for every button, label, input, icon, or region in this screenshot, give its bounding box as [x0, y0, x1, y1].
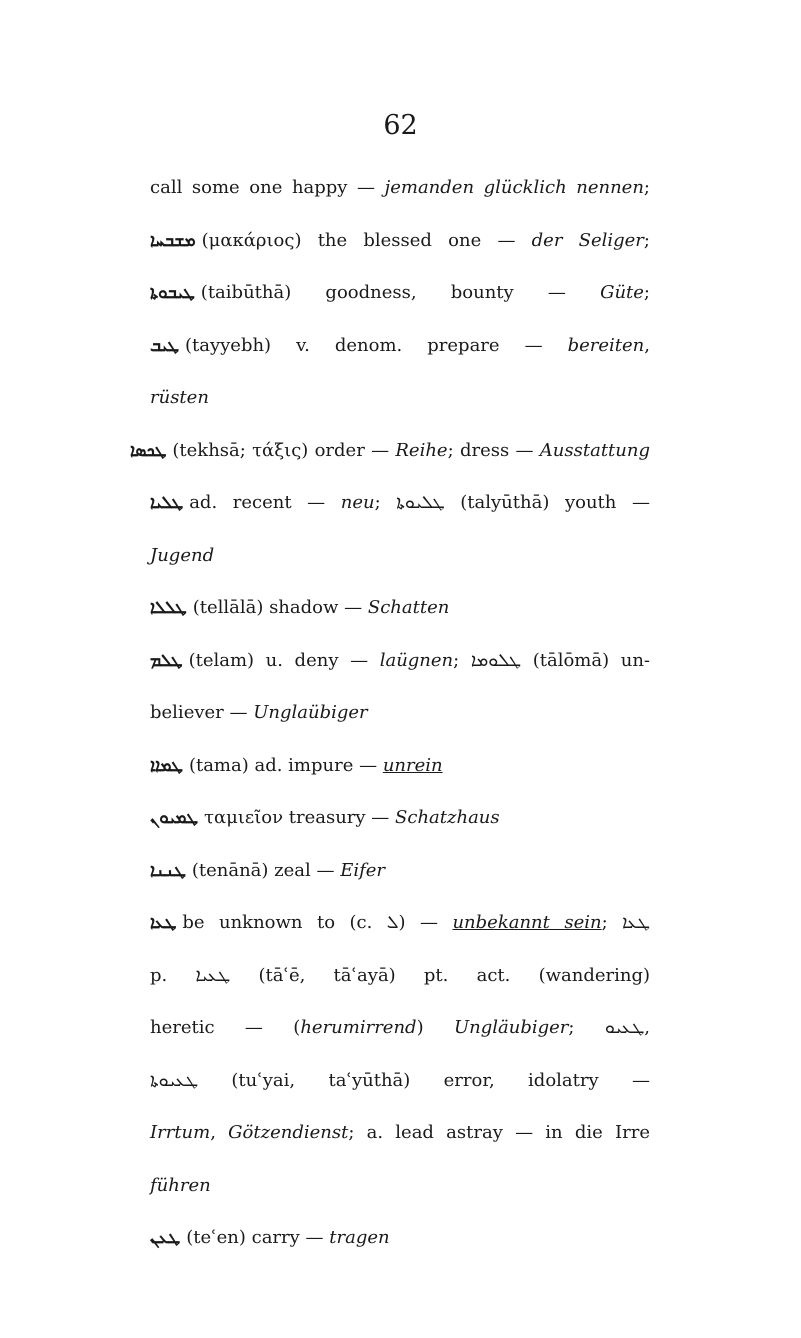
entry-line — [150, 530, 650, 583]
entry-text: (telam) u. deny — — [188, 649, 380, 671]
entry-text: ; ܛܥܝܘ, — [568, 1017, 650, 1038]
german-gloss: der Seliger — [531, 229, 644, 251]
entry-text: ; a. lead astray — in die Irre — [348, 1122, 650, 1143]
entry-text: (tellālā) shadow — — [192, 597, 368, 618]
syriac-headword: ܛܥܐ — [150, 913, 177, 933]
entry-line — [150, 635, 650, 688]
entry-line — [150, 1107, 650, 1160]
syriac-headword: ܛܡܐܐ — [150, 755, 183, 776]
syriac-headword: ܛܟܣܐ — [130, 440, 167, 461]
entry-text: ; — [643, 177, 650, 198]
german-gloss: Reihe — [395, 439, 448, 461]
lexicon-entries — [130, 162, 650, 1265]
german-gloss: Unglaübiger — [253, 702, 368, 723]
entry-line — [150, 267, 650, 320]
entry-text: ; — [643, 282, 650, 303]
entry-text: (taibūthā) goodness, bounty — — [200, 282, 601, 303]
entry-text: (tekhsā; τάξις) order — — [172, 439, 396, 461]
german-gloss: neu — [340, 492, 375, 513]
entry-line — [150, 162, 650, 215]
entry-text: ; ܛܠܝܘܬܐ (talyūthā) youth — — [374, 492, 650, 513]
german-gloss: unrein — [382, 754, 443, 776]
syriac-headword: ܡܫܒܚܐ — [150, 230, 196, 251]
page-number: 62 — [383, 110, 418, 141]
german-gloss: führen — [150, 1174, 211, 1196]
entry-line — [150, 792, 650, 845]
german-gloss: Güte — [600, 282, 644, 303]
syriac-headword: ܛܠܝܐ — [150, 493, 184, 513]
entry-text: , — [210, 1122, 229, 1143]
syriac-headword: ܛܡܝܘܢ — [150, 808, 198, 828]
german-gloss: laügnen — [379, 649, 454, 671]
entry-line — [150, 950, 650, 1003]
german-gloss: Ausstattung — [539, 439, 650, 461]
german-gloss: Irrtum — [150, 1122, 211, 1143]
entry-text: (tama) ad. impure — — [188, 754, 383, 776]
entry-line — [150, 845, 650, 898]
entry-text: ; dress — — [447, 439, 540, 461]
german-gloss: Eifer — [340, 859, 386, 881]
syriac-headword: ܛܝܒܘܬܐ — [150, 283, 195, 303]
entry-text: believer — — [150, 702, 254, 723]
entry-text: ; ܛܥܐ — [601, 912, 650, 933]
entry-line — [150, 1002, 650, 1055]
entry-text: ) — [416, 1017, 454, 1038]
entry-text: ; — [643, 229, 650, 251]
entry-text: p. ܛܥܝܐ (tāʿē, tāʿayā) pt. act. (wandering) — [150, 964, 650, 986]
german-gloss: bereiten — [567, 334, 645, 356]
entry-line — [150, 320, 650, 373]
syriac-headword: ܛܝܒ — [150, 335, 179, 356]
entry-line — [150, 1160, 650, 1213]
entry-line — [150, 1055, 650, 1108]
german-gloss: herumirrend — [300, 1017, 417, 1038]
entry-line — [150, 477, 650, 530]
entry-text: ܛܥܝܘܬܐ (tuʿyai, taʿyūthā) error, idolatry — — [150, 1069, 650, 1091]
entry-text: (tenānā) zeal — — [191, 859, 341, 881]
entry-line — [130, 425, 650, 478]
entry-text: heretic — ( — [150, 1017, 301, 1038]
entry-line — [150, 740, 650, 793]
entry-text: ταμιεῖον treasury — — [204, 807, 396, 828]
german-gloss: tragen — [329, 1227, 390, 1248]
german-gloss: Jugend — [150, 544, 215, 566]
entry-line — [150, 582, 650, 635]
entry-line — [150, 215, 650, 268]
syriac-headword: ܛܠܠܐ — [150, 598, 187, 618]
entry-line — [150, 372, 650, 425]
entry-text: call some one happy — — [150, 177, 385, 198]
entry-text: (μακάριος) the blessed one — — [201, 229, 532, 251]
entry-text: be unknown to (c. ܠ) — — [182, 912, 453, 933]
german-gloss: unbekannt sein — [452, 912, 602, 933]
entry-line — [150, 687, 650, 740]
entry-text: ad. recent — — [189, 492, 341, 513]
syriac-headword: ܛܥܢ — [150, 1228, 181, 1248]
entry-text: , — [644, 334, 650, 356]
german-gloss: jemanden glücklich nennen — [384, 177, 644, 198]
syriac-headword: ܛܠܡ — [150, 650, 183, 671]
german-gloss: rüsten — [150, 387, 209, 408]
entry-line — [150, 1212, 650, 1265]
german-gloss: Götzendienst — [228, 1122, 349, 1143]
entry-line — [150, 897, 650, 950]
entry-text: (tayyebh) v. denom. prepare — — [184, 334, 568, 356]
entry-text: (teʿen) carry — — [186, 1227, 330, 1248]
syriac-headword: ܛܢܢܐ — [150, 860, 186, 881]
german-gloss: Ungläubiger — [453, 1017, 569, 1038]
german-gloss: Schatzhaus — [395, 807, 500, 828]
entry-text: ; ܛܠܘܡܐ (tālōmā) un- — [453, 649, 650, 671]
german-gloss: Schatten — [367, 597, 450, 618]
